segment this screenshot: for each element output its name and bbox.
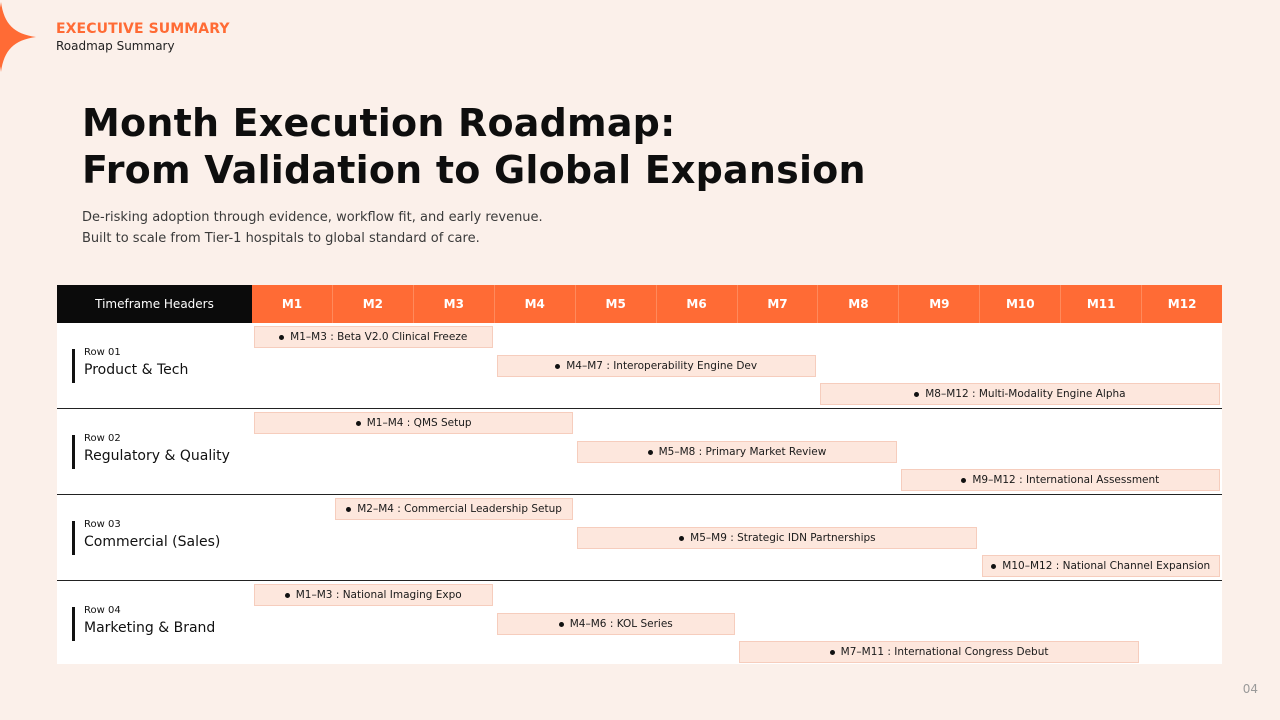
page-subtitle-line-1: De-risking adoption through evidence, workflow fit, and early revenue. xyxy=(82,210,543,225)
bullet-icon xyxy=(559,622,564,627)
timeframe-header-label: Timeframe Headers xyxy=(57,285,252,323)
lane-name: Commercial (Sales) xyxy=(84,534,221,550)
timeline-bar-label: M8–M12 : Multi-Modality Engine Alpha xyxy=(925,388,1126,400)
month-header-m1: M1 xyxy=(281,297,303,311)
bullet-icon xyxy=(991,564,996,569)
month-header-m5: M5 xyxy=(575,285,656,323)
page-subtitle xyxy=(82,207,543,249)
bullet-icon xyxy=(830,650,835,655)
bullet-icon xyxy=(356,421,361,426)
lane-name: Regulatory & Quality xyxy=(84,448,230,464)
roadmap-table xyxy=(57,285,1222,664)
timeline-bar-label: M1–M3 : Beta V2.0 Clinical Freeze xyxy=(290,331,468,343)
timeline-bar[interactable] xyxy=(901,469,1220,491)
bullet-icon xyxy=(346,507,351,512)
page-title xyxy=(82,100,866,194)
page-subtitle-line-2: Built to scale from Tier-1 hospitals to global standard of care. xyxy=(82,231,480,246)
timeline-bar-label: M1–M3 : National Imaging Expo xyxy=(295,589,462,601)
timeline-bar-label: M1–M4 : QMS Setup xyxy=(366,417,472,429)
roadmap-lane xyxy=(57,323,1222,409)
timeline-bar[interactable] xyxy=(335,498,574,520)
page-title-line-1: Month Execution Roadmap: xyxy=(82,101,676,145)
lane-name: Product & Tech xyxy=(84,362,189,378)
timeline-bar[interactable] xyxy=(739,641,1139,663)
month-header-m3: M3 xyxy=(413,285,494,323)
timeline-bar[interactable] xyxy=(982,555,1221,577)
timeline-bar[interactable] xyxy=(497,355,816,377)
lane-label xyxy=(72,435,230,469)
roadmap-lanes xyxy=(57,323,1222,664)
page-title-line-2: From Validation to Global Expansion xyxy=(82,148,866,192)
timeline-bar-label: M4–M6 : KOL Series xyxy=(569,618,673,630)
lane-label xyxy=(72,349,188,383)
bullet-icon xyxy=(285,593,290,598)
timeline-bar-label: M5–M9 : Strategic IDN Partnerships xyxy=(690,532,876,544)
month-header-m12: M12 xyxy=(1141,285,1222,323)
lane-number: Row 04 xyxy=(84,605,121,616)
bullet-icon xyxy=(679,536,684,541)
month-header-m10: M10 xyxy=(979,285,1060,323)
lane-number: Row 01 xyxy=(84,347,121,358)
section-kicker: EXECUTIVE SUMMARY xyxy=(56,21,230,37)
timeline-bar[interactable] xyxy=(577,441,896,463)
timeline-bar[interactable] xyxy=(820,383,1220,405)
timeline-bar-label: M2–M4 : Commercial Leadership Setup xyxy=(357,503,562,515)
lane-name: Marketing & Brand xyxy=(84,620,216,636)
month-header-m11: M11 xyxy=(1060,285,1141,323)
lane-number: Row 02 xyxy=(84,433,121,444)
roadmap-header-row xyxy=(57,285,1222,323)
month-header-m4: M4 xyxy=(494,285,575,323)
bullet-icon xyxy=(555,364,560,369)
lane-number: Row 03 xyxy=(84,519,121,530)
timeline-bar[interactable] xyxy=(497,613,736,635)
month-header-m2: M2 xyxy=(332,285,413,323)
month-header-m8: M8 xyxy=(817,285,898,323)
star-logo-icon xyxy=(0,2,36,72)
roadmap-lane xyxy=(57,581,1222,664)
month-header-group xyxy=(252,285,1222,323)
bullet-icon xyxy=(279,335,284,340)
month-header-m9: M9 xyxy=(898,285,979,323)
roadmap-lane xyxy=(57,409,1222,495)
roadmap-lane xyxy=(57,495,1222,581)
timeline-bar-label: M5–M8 : Primary Market Review xyxy=(658,446,827,458)
lane-label xyxy=(72,607,215,641)
timeline-bar[interactable] xyxy=(254,412,573,434)
timeline-bar-label: M4–M7 : Interoperability Engine Dev xyxy=(566,360,758,372)
month-header-m7: M7 xyxy=(737,285,818,323)
lane-label xyxy=(72,521,220,555)
timeline-bar-label: M10–M12 : National Channel Expansion xyxy=(1002,560,1211,572)
section-subtitle: Roadmap Summary xyxy=(56,39,175,53)
timeline-bar-label: M9–M12 : International Assessment xyxy=(972,474,1160,486)
page-number: 04 xyxy=(1242,682,1258,696)
month-header-m6: M6 xyxy=(656,285,737,323)
bullet-icon xyxy=(648,450,653,455)
timeline-bar[interactable] xyxy=(577,527,977,549)
bullet-icon xyxy=(961,478,966,483)
bullet-icon xyxy=(914,392,919,397)
timeline-bar[interactable] xyxy=(254,584,493,606)
timeline-bar[interactable] xyxy=(254,326,493,348)
timeline-bar-label: M7–M11 : International Congress Debut xyxy=(840,646,1049,658)
